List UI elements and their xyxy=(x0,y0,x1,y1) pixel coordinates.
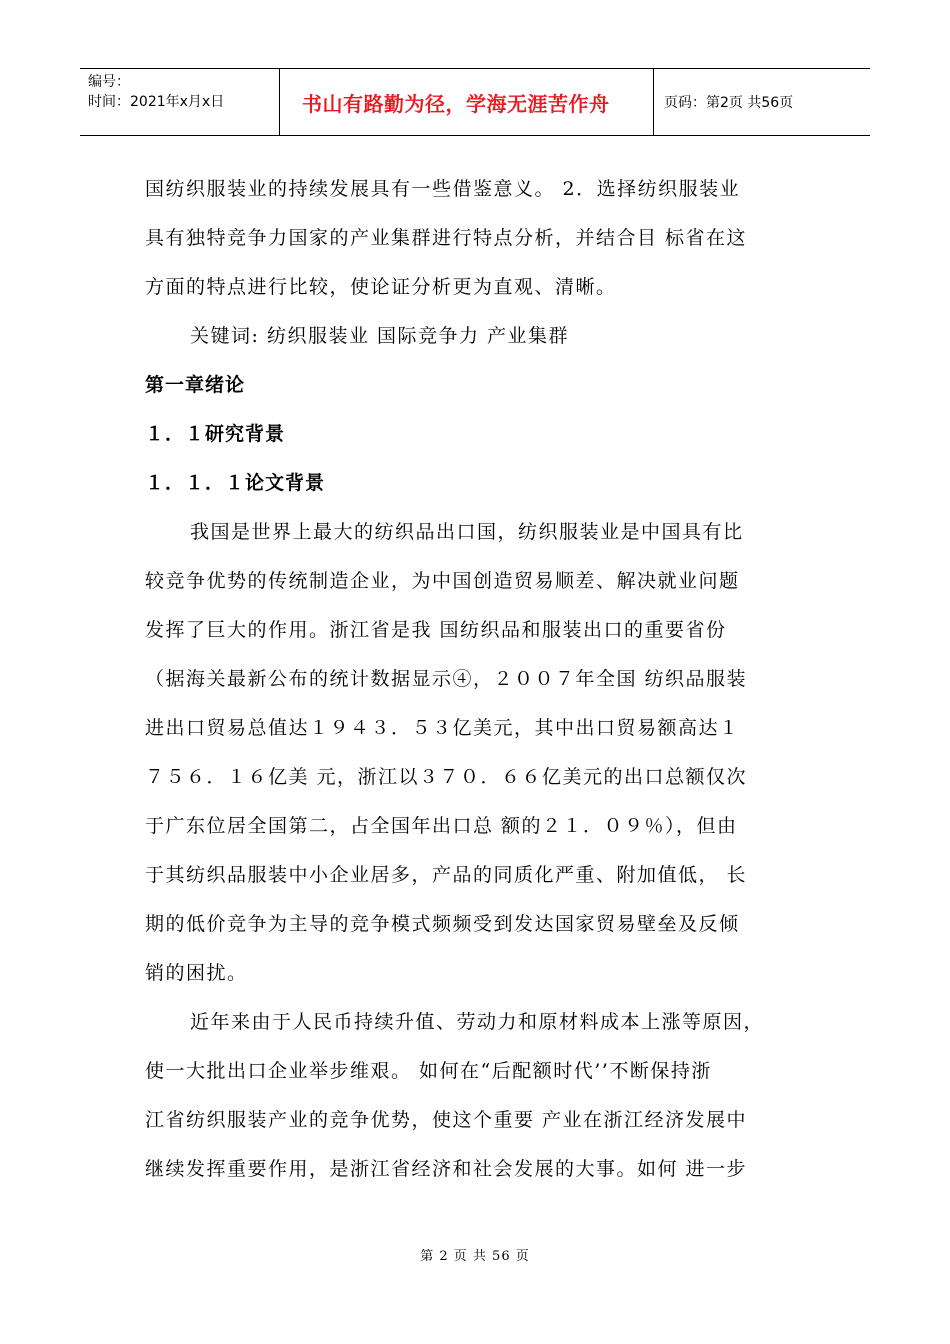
body-line: 发挥了巨大的作用。浙江省是我 国纺织品和服装出口的重要省份 xyxy=(145,619,727,641)
body-line: 使一大批出口企业举步维艰。 如何在“后配额时代’’不断保持浙 xyxy=(145,1060,712,1082)
header-page-cell xyxy=(654,69,870,135)
body-line: 期的低价竞争为主导的竞争模式频频受到发达国家贸易壁垒及反倾 xyxy=(145,913,740,935)
header-table xyxy=(80,68,870,136)
section-heading: １．１研究背景 xyxy=(145,423,286,445)
body-line: 于其纺织品服装中小企业居多，产品的同质化严重、附加值低， 长 xyxy=(145,864,748,886)
body-line: 具有独特竞争力国家的产业集群进行特点分析，并结合目 标省在这 xyxy=(145,227,748,249)
chapter-heading: 第一章绪论 xyxy=(145,374,246,396)
body-line: 进出口贸易总值达１９４３．５３亿美元，其中出口贸易额高达１ xyxy=(145,717,740,739)
document-body xyxy=(145,165,810,1194)
body-line: 方面的特点进行比较，使论证分析更为直观、清晰。 xyxy=(145,276,617,298)
body-line: 江省纺织服装产业的竞争优势，使这个重要 产业在浙江经济发展中 xyxy=(145,1109,748,1131)
document-date: 时间：2021年x月x日 xyxy=(88,94,225,110)
subsection-heading: １．１．１论文背景 xyxy=(145,472,326,494)
body-line: 较竞争优势的传统制造企业，为中国创造贸易顺差、解决就业问题 xyxy=(145,570,740,592)
body-line: 国纺织服装业的持续发展具有一些借鉴意义。 2．选择纺织服装业 xyxy=(145,178,741,200)
header-meta-cell xyxy=(80,69,280,135)
header-motto-cell xyxy=(280,69,654,135)
body-line: 于广东位居全国第二，占全国年出口总 额的２１．０９％），但由 xyxy=(145,815,738,837)
header-motto: 书山有路勤为径，学海无涯苦作舟 xyxy=(302,91,610,116)
header-page-info: 页码：第2页 共56页 xyxy=(664,95,794,111)
body-line: 继续发挥重要作用，是浙江省经济和社会发展的大事。如何 进一步 xyxy=(145,1158,748,1180)
keywords-line: 关键词: 纺织服装业 国际竞争力 产业集群 xyxy=(190,325,570,347)
body-line: 销的困扰。 xyxy=(145,962,248,984)
body-line: （据海关最新公布的统计数据显示④，２００７年全国 纺织品服装 xyxy=(145,668,748,690)
body-line: 我国是世界上最大的纺织品出口国，纺织服装业是中国具有比 xyxy=(190,521,744,543)
document-number-label: 编号： xyxy=(88,74,130,90)
body-line: 近年来由于人民币持续升值、劳动力和原材料成本上涨等原因， xyxy=(190,1011,765,1033)
body-line: ７５６．１６亿美 元，浙江以３７０．６６亿美元的出口总额仅次 xyxy=(145,766,748,788)
page-footer: 第 2 页 共 56 页 xyxy=(420,1249,530,1264)
